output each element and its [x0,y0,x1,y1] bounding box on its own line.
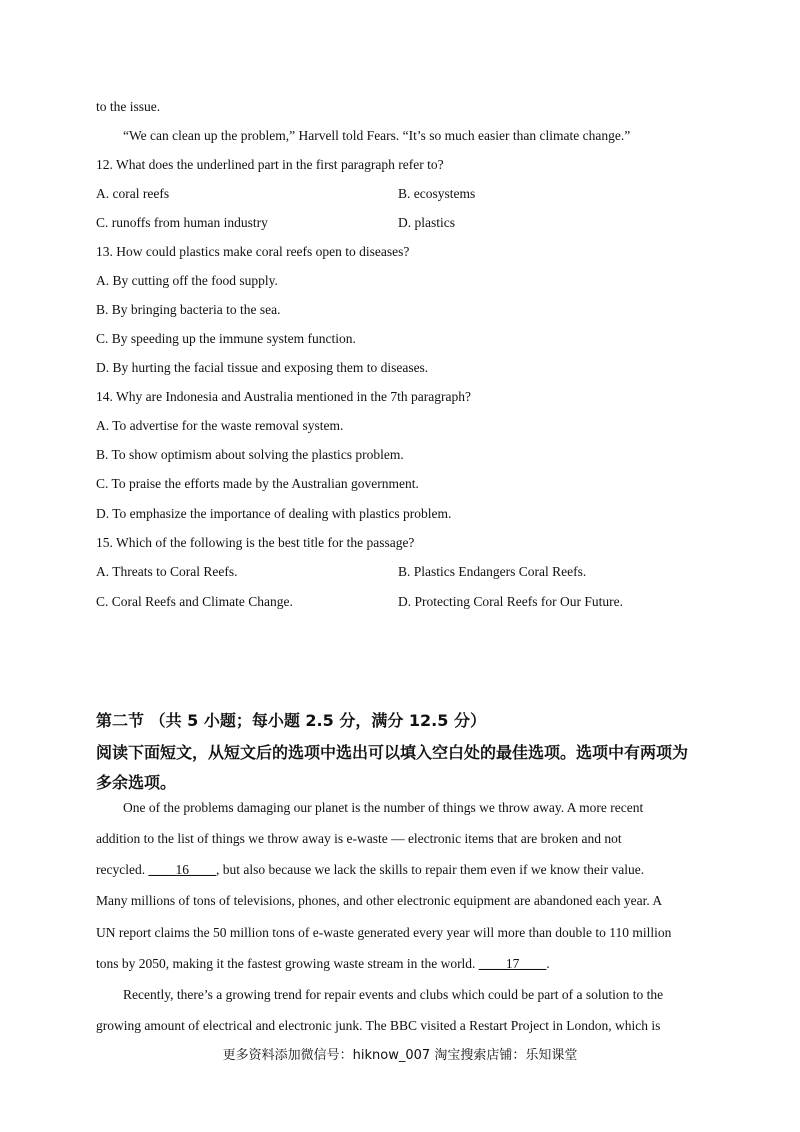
passage-line-8: growing amount of electrical and electronic junk. The BBC visited a Restart Project in London, which is [96,1018,661,1033]
question-13-option-d: D. By hurting the facial tissue and exposing them to diseases. [96,360,429,375]
blank-17: ____17____ [478,956,547,971]
question-15-option-d: D. Protecting Coral Reefs for Our Future. [398,594,623,609]
continuation-text: to the issue. [96,99,161,114]
passage-line-2: addition to the list of things we throw away is e-waste — electronic items that are broken and not [96,831,622,846]
passage-text: recycled. [96,862,149,877]
passage-line-7: Recently, there’s a growing trend for repair events and clubs which could be part of a solution to the [123,987,664,1002]
question-15-option-b: B. Plastics Endangers Coral Reefs. [398,564,587,579]
question-14-option-c: C. To praise the efforts made by the Australian government. [96,476,419,491]
passage-line-6 [96,956,550,972]
section-2-instruction-line-2: 多余选项。 [96,773,177,792]
question-15-option-a: A. Threats to Coral Reefs. [96,564,238,579]
quote-paragraph: “We can clean up the problem,” Harvell told Fears. “It’s so much easier than climate change.” [123,128,631,143]
question-15-stem: 15. Which of the following is the best title for the passage? [96,535,415,550]
passage-line-5: UN report claims the 50 million tons of e-waste generated every year will more than double to 110 million [96,925,672,940]
question-13-option-a: A. By cutting off the food supply. [96,273,278,288]
question-15-option-c: C. Coral Reefs and Climate Change. [96,594,293,609]
section-2-instruction-line-1: 阅读下面短文，从短文后的选项中选出可以填入空白处的最佳选项。选项中有两项为 [96,743,689,762]
question-13-stem: 13. How could plastics make coral reefs open to diseases? [96,244,410,259]
question-12-option-b: B. ecosystems [398,186,476,201]
passage-text: , but also because we lack the skills to repair them even if we know their value. [215,862,645,877]
question-12-stem: 12. What does the underlined part in the first paragraph refer to? [96,157,444,172]
question-13-option-b: B. By bringing bacteria to the sea. [96,302,281,317]
question-12-option-a: A. coral reefs [96,186,170,201]
footer-note: 更多资料添加微信号：hiknow_007 淘宝搜索店铺：乐知课堂 [222,1048,578,1063]
question-14-option-d: D. To emphasize the importance of dealing with plastics problem. [96,506,452,521]
question-14-stem: 14. Why are Indonesia and Australia mentioned in the 7th paragraph? [96,389,472,404]
blank-16: ____16____ [148,862,216,877]
question-14-option-a: A. To advertise for the waste removal system. [96,418,344,433]
passage-line-1: One of the problems damaging our planet is the number of things we throw away. A more recent [123,800,644,815]
question-12-option-d: D. plastics [398,215,455,230]
passage-line-3 [96,862,644,878]
passage-line-4: Many millions of tons of televisions, phones, and other electronic equipment are abandoned each year. A [96,893,663,908]
question-14-option-b: B. To show optimism about solving the plastics problem. [96,447,404,462]
passage-text: . [546,956,550,971]
question-13-option-c: C. By speeding up the immune system function. [96,331,356,346]
question-12-option-c: C. runoffs from human industry [96,215,268,230]
section-2-heading: 第二节 （共 5 小题；每小题 2.5 分，满分 12.5 分） [96,711,486,730]
passage-text: tons by 2050, making it the fastest growing waste stream in the world. [96,956,479,971]
